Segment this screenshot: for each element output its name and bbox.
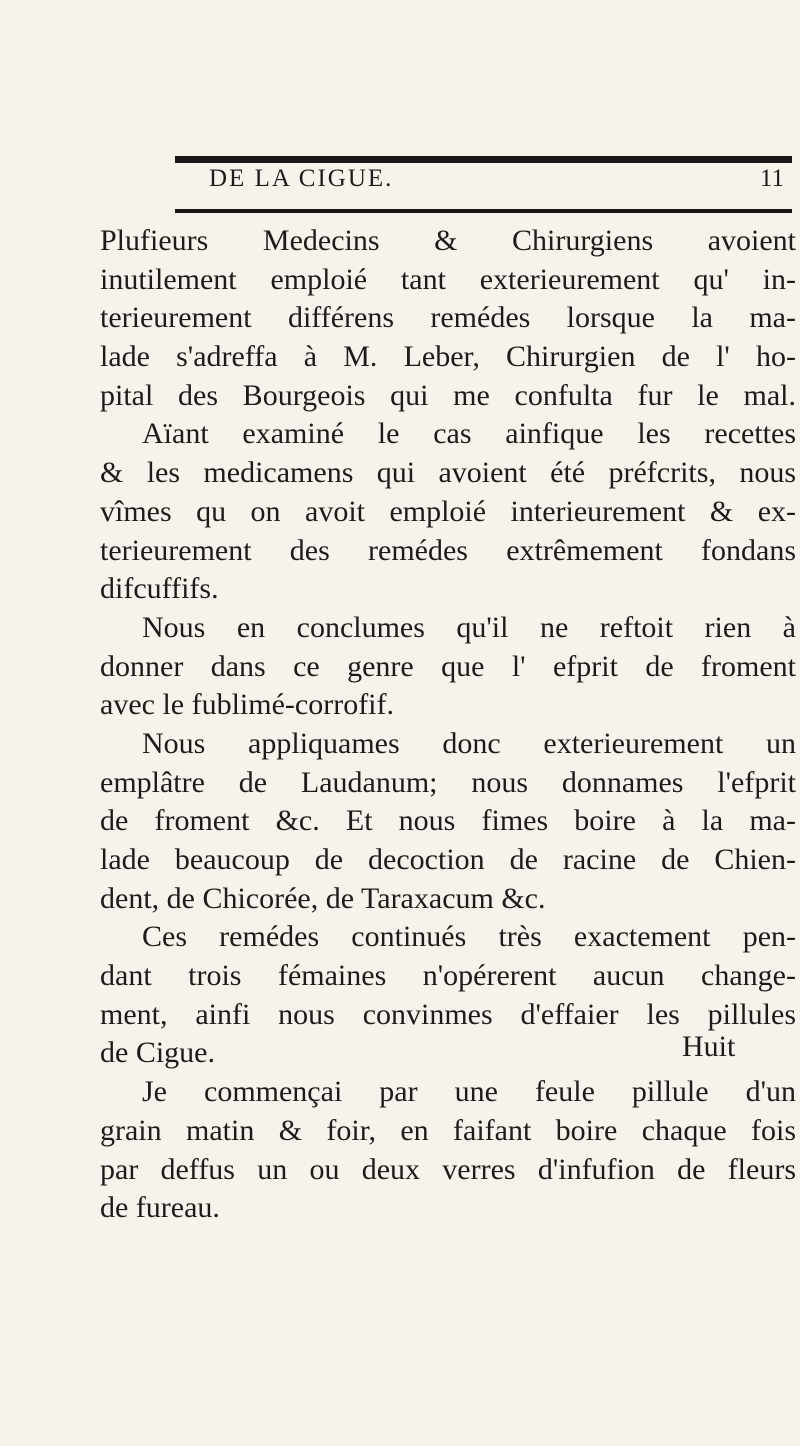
text-line: emplâtre de Laudanum; nous donnames l'efprit bbox=[100, 765, 796, 799]
text-line: lade s'adreffa à M. Leber, Chirurgien de l' ho- bbox=[100, 340, 796, 374]
text-line: de froment &c. Et nous fimes boire à la ma- bbox=[100, 804, 796, 838]
text-line: Ces remédes continués très exactement pen- bbox=[142, 920, 796, 954]
text-line: inutilement emploié tant exterieurement qu' in- bbox=[100, 262, 796, 296]
text-line: dant trois fémaines n'opérerent aucun change- bbox=[100, 959, 796, 993]
page-number: 11 bbox=[759, 165, 784, 192]
catchword: Huit bbox=[682, 1030, 736, 1063]
text-line: Plufieurs Medecins & Chirurgiens avoient bbox=[100, 224, 796, 257]
text-line: grain matin & foir, en faifant boire chaque fois bbox=[100, 1113, 796, 1147]
text-line: Je commençai par une feule pillule d'un bbox=[142, 1075, 796, 1109]
text-line: donner dans ce genre que l' efprit de froment bbox=[100, 649, 796, 683]
text-line: Aïant examiné le cas ainfique les recettes bbox=[142, 417, 796, 451]
text-line: vîmes qu on avoit emploié interieurement & ex- bbox=[100, 494, 796, 528]
header-rule-top bbox=[175, 156, 792, 163]
text-line: lade beaucoup de decoction de racine de Chien- bbox=[100, 843, 796, 876]
header-rule-bottom bbox=[175, 209, 792, 213]
running-title: DE LA CIGUE. bbox=[209, 165, 394, 192]
text-line: difcuffifs. bbox=[100, 572, 219, 606]
text-line: Nous en conclumes qu'il ne reftoit rien à bbox=[142, 610, 796, 644]
page-header bbox=[175, 165, 792, 207]
text-line: pital des Bourgeois qui me confulta fur le mal. bbox=[100, 378, 796, 412]
text-line: de fureau. bbox=[100, 1191, 220, 1225]
text-line: terieurement des remédes extrêmement fondans bbox=[100, 533, 796, 567]
text-line: de Cigue. bbox=[100, 1036, 215, 1070]
text-line: ment, ainfi nous convinmes d'effaier les pillules bbox=[100, 997, 796, 1031]
text-line: Nous appliquames donc exterieurement un bbox=[142, 726, 796, 760]
text-line: terieurement différens remédes lorsque la ma- bbox=[100, 301, 796, 335]
body-text bbox=[100, 222, 796, 1228]
text-line: dent, de Chicorée, de Taraxacum &c. bbox=[100, 881, 546, 915]
text-line: par deffus un ou deux verres d'infufion de fleurs bbox=[100, 1152, 796, 1186]
text-line: & les medicamens qui avoient été préfcrits, nous bbox=[100, 456, 796, 490]
text-line: avec le fublimé-corrofif. bbox=[100, 688, 395, 722]
